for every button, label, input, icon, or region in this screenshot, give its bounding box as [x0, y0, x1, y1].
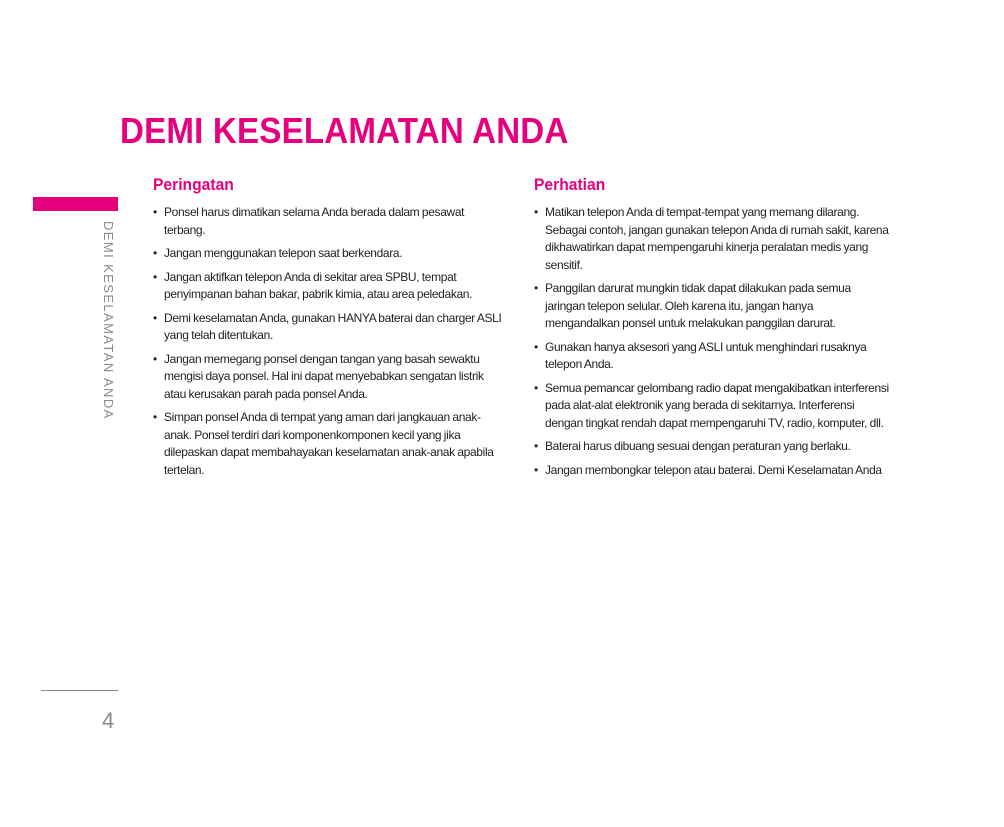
warning-heading: Peringatan [153, 175, 234, 194]
list-item: • Panggilan darurat mungkin tidak dapat dilakukan pada semua jaringan telepon selular. Oleh karena itu, jangan hanya mengandalkan ponsel untuk melakukan panggilan darurat. [534, 280, 889, 333]
side-section-label: DEMI KESELAMATAN ANDA [101, 221, 116, 420]
caution-column [534, 174, 889, 485]
section-marker-bar [33, 197, 118, 211]
warning-column [153, 174, 505, 485]
list-item: • Semua pemancar gelombang radio dapat mengakibatkan interferensi pada alat-alat elektronik yang berada di sekitarnya. Interferensi dengan tingkat rendah dapat mempengaruhi TV, radio, komputer, dll. [534, 380, 889, 433]
page-number: 4 [102, 708, 115, 733]
list-item: • Demi keselamatan Anda, gunakan HANYA baterai dan charger ASLI yang telah ditentukan. [153, 310, 505, 345]
caution-list [534, 204, 889, 479]
list-item: • Jangan membongkar telepon atau baterai. Demi Keselamatan Anda [534, 462, 889, 480]
list-item: • Matikan telepon Anda di tempat-tempat yang memang dilarang. Sebagai contoh, jangan gunakan telepon Anda di rumah sakit, karena dikhawatirkan dapat mempengaruhi kinerja peralatan medis yang sensitif. [534, 204, 889, 274]
list-item: • Baterai harus dibuang sesuai dengan peraturan yang berlaku. [534, 438, 889, 456]
list-item: • Jangan memegang ponsel dengan tangan yang basah sewaktu mengisi daya ponsel. Hal ini dapat menyebabkan sengatan listrik atau kerusakan parah pada ponsel Anda. [153, 351, 505, 404]
warning-list [153, 204, 505, 479]
caution-heading: Perhatian [534, 175, 606, 194]
list-item: • Simpan ponsel Anda di tempat yang aman dari jangkauan anak-anak. Ponsel terdiri dari komponenkomponen kecil yang jika dilepaskan dapat membahayakan keselamatan anak-anak apabila tertelan. [153, 409, 505, 479]
list-item: • Ponsel harus dimatikan selama Anda berada dalam pesawat terbang. [153, 204, 505, 239]
list-item: • Jangan menggunakan telepon saat berkendara. [153, 245, 505, 263]
page-title: DEMI KESELAMATAN ANDA [120, 110, 569, 151]
footer-divider [41, 690, 118, 691]
list-item: • Jangan aktifkan telepon Anda di sekitar area SPBU, tempat penyimpanan bahan bakar, pabrik kimia, atau area peledakan. [153, 269, 505, 304]
list-item: • Gunakan hanya aksesori yang ASLI untuk menghindari rusaknya telepon Anda. [534, 339, 889, 374]
